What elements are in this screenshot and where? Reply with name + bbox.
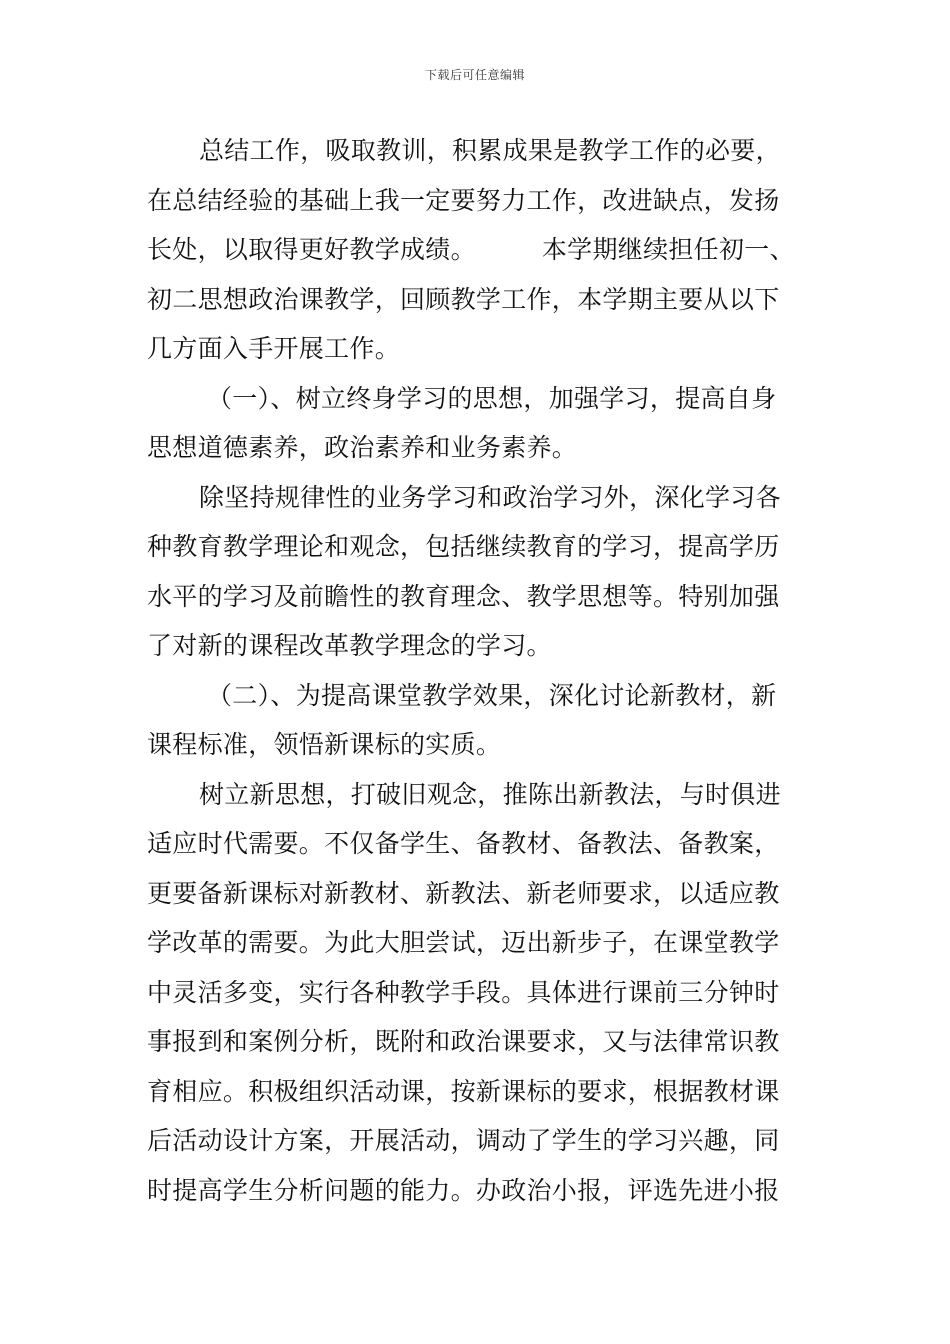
paragraph-teaching xyxy=(147,770,807,1216)
text-line: 课程标准，领悟新课标的实质。 xyxy=(147,730,502,759)
text-line: 初二思想政治课教学，回顾教学工作，本学期主要从以下 xyxy=(147,284,780,314)
text-line: 在总结经验的基础上我一定要努力工作，改进缺点，发扬 xyxy=(147,185,780,215)
document-body xyxy=(147,126,807,1215)
text-line: 几方面入手开展工作。 xyxy=(147,334,401,363)
text-line: 水平的学习及前瞻性的教育理念、教学思想等。特别加强 xyxy=(147,581,780,611)
text-line: 树立新思想，打破旧观念，推陈出新教法，与时俱进 xyxy=(199,779,781,809)
text-line: 了对新的课程改革教学理念的学习。 xyxy=(147,631,552,660)
page-header: 下载后可任意编辑 xyxy=(424,68,525,82)
text-line: 思想道德素养，政治素养和业务素养。 xyxy=(147,433,578,462)
paragraph-study xyxy=(147,473,807,671)
text-line: 种教育教学理论和观念，包括继续教育的学习，提高学历 xyxy=(147,532,780,561)
text-line: 更要备新课标对新教材、新教法、新老师要求，以适应教 xyxy=(147,878,780,908)
text-line: 事报到和案例分析，既附和政治课要求，又与法律常识教 xyxy=(147,1027,780,1056)
text-line: 后活动设计方案，开展活动，调动了学生的学习兴趣，同 xyxy=(147,1126,780,1155)
text-line: 长处，以取得更好教学成绩。 本学期继续担任初一、 xyxy=(147,235,795,264)
section-heading-2 xyxy=(147,671,807,770)
paragraph-intro xyxy=(147,126,807,374)
text-line: （二）、为提高课堂教学效果，深化讨论新教材，新 xyxy=(207,680,777,710)
text-line: 中灵活多变，实行各种教学手段。具体进行课前三分钟时 xyxy=(147,977,780,1007)
text-line: 育相应。积极组织活动课，按新课标的要求，根据教材课 xyxy=(147,1076,780,1106)
text-line: 总结工作，吸取教训，积累成果是教学工作的必要， xyxy=(199,136,781,165)
text-line: 学改革的需要。为此大胆尝试，迈出新步子，在课堂教学 xyxy=(147,928,780,957)
text-line: 时提高学生分析问题的能力。办政治小报，评选先进小报 xyxy=(147,1175,780,1205)
text-line: （一）、树立终身学习的思想，加强学习，提高自身 xyxy=(207,383,777,413)
text-line: 适应时代需要。不仅备学生、备教材、备教法、备教案， xyxy=(147,829,780,858)
section-heading-1 xyxy=(147,374,807,473)
text-line: 除坚持规律性的业务学习和政治学习外，深化学习各 xyxy=(199,482,781,512)
